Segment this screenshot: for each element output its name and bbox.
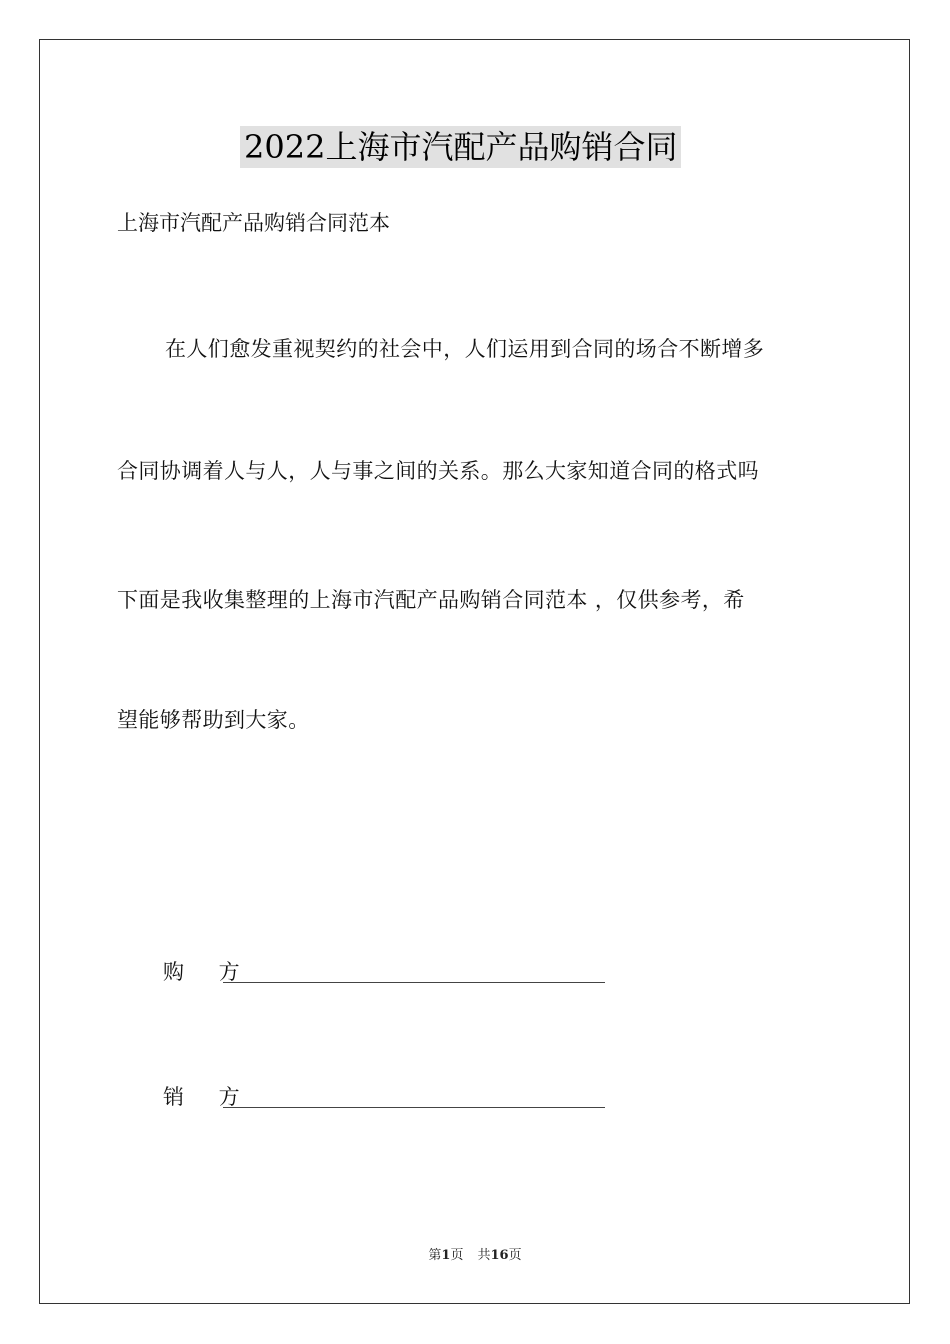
buyer-row [163, 955, 605, 987]
intro-line-2: 合同协调着人与人，人与事之间的关系。那么大家知道合同的格式吗 [117, 459, 759, 483]
page-prefix: 第 [428, 1248, 442, 1263]
intro-line-1: 在人们愈发重视契约的社会中，人们运用到合同的场合不断增多 [165, 337, 765, 361]
seller-row [163, 1080, 605, 1112]
intro-line-4: 望能够帮助到大家。 [117, 708, 310, 732]
seller-label: 销 方 [163, 1085, 254, 1109]
page-footer [0, 1247, 950, 1265]
seller-signature-line [223, 1107, 605, 1108]
buyer-signature-line [223, 982, 605, 983]
document-subtitle: 上海市汽配产品购销合同范本 [117, 211, 390, 235]
buyer-label: 购 方 [163, 960, 254, 984]
page-total: 16 [490, 1248, 509, 1263]
total-suffix: 页 [508, 1248, 522, 1263]
page-current: 1 [441, 1248, 451, 1263]
document-title: 2022上海市汽配产品购销合同 [240, 126, 681, 168]
intro-line-3: 下面是我收集整理的上海市汽配产品购销合同范本 ，仅供参考，希 [117, 588, 745, 612]
page-suffix: 页 [450, 1248, 464, 1263]
total-prefix: 共 [477, 1248, 491, 1263]
